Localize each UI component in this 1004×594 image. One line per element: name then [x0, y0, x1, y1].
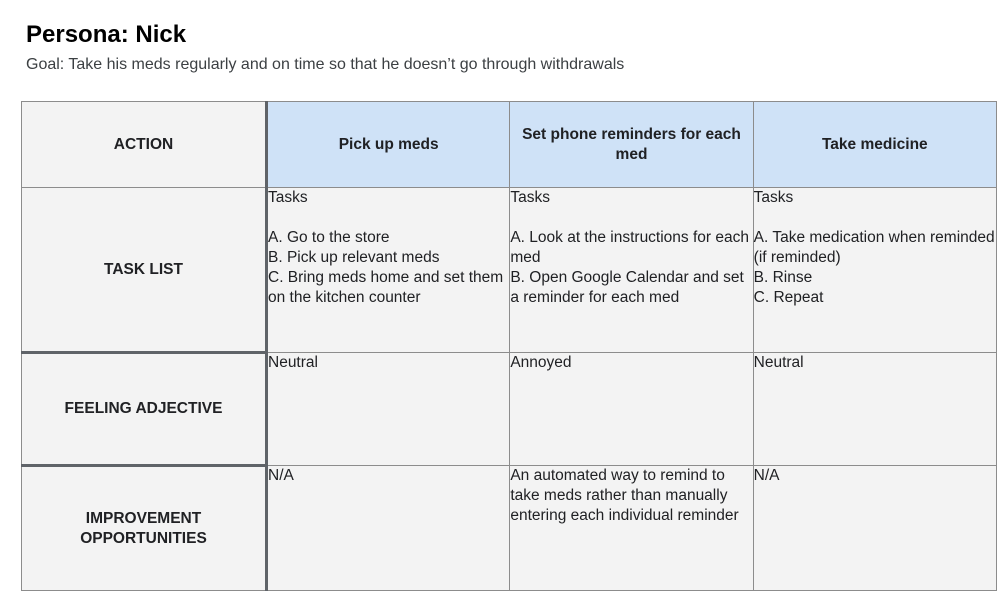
feeling-row	[22, 353, 997, 466]
improvement-row	[22, 466, 997, 591]
persona-title: Persona: Nick	[26, 21, 187, 48]
feeling-cell: Neutral	[753, 353, 996, 466]
task-list-row	[22, 188, 997, 353]
tasks-heading: Tasks	[510, 189, 550, 206]
row-header-task-list: TASK LIST	[22, 188, 267, 353]
feeling-cell: Annoyed	[510, 353, 753, 466]
tasks-heading: Tasks	[268, 189, 308, 206]
improvement-cell: An automated way to remind to take meds rather than manually entering each individual reminder	[510, 466, 753, 591]
row-header-action: ACTION	[22, 102, 267, 188]
persona-goal: Goal: Take his meds regularly and on time so that he doesn’t go through withdrawals	[26, 56, 625, 73]
improvement-cell: N/A	[267, 466, 510, 591]
task-item: A. Go to the store	[268, 229, 390, 246]
task-item: B. Open Google Calendar and set a reminder for each med	[510, 269, 744, 306]
improvement-cell: N/A	[753, 466, 996, 591]
task-item: C. Repeat	[753, 289, 824, 306]
action-row	[22, 102, 997, 188]
stage-header: Pick up meds	[267, 102, 510, 188]
task-item: A. Take medication when reminded (if reminded)	[753, 229, 995, 266]
task-item: C. Bring meds home and set them on the kitchen counter	[268, 269, 504, 306]
task-cell	[753, 188, 996, 353]
stage-header: Take medicine	[753, 102, 996, 188]
task-cell	[510, 188, 753, 353]
feeling-cell: Neutral	[267, 353, 510, 466]
task-item: A. Look at the instructions for each med	[510, 229, 749, 266]
row-header-feeling: FEELING ADJECTIVE	[22, 353, 267, 466]
task-item: B. Rinse	[753, 269, 813, 286]
journey-map-table	[21, 101, 997, 591]
row-header-improvement: IMPROVEMENT OPPORTUNITIES	[22, 466, 267, 591]
task-item: B. Pick up relevant meds	[268, 249, 440, 266]
stage-header: Set phone reminders for each med	[510, 102, 753, 188]
task-cell	[267, 188, 510, 353]
tasks-heading: Tasks	[753, 189, 794, 206]
